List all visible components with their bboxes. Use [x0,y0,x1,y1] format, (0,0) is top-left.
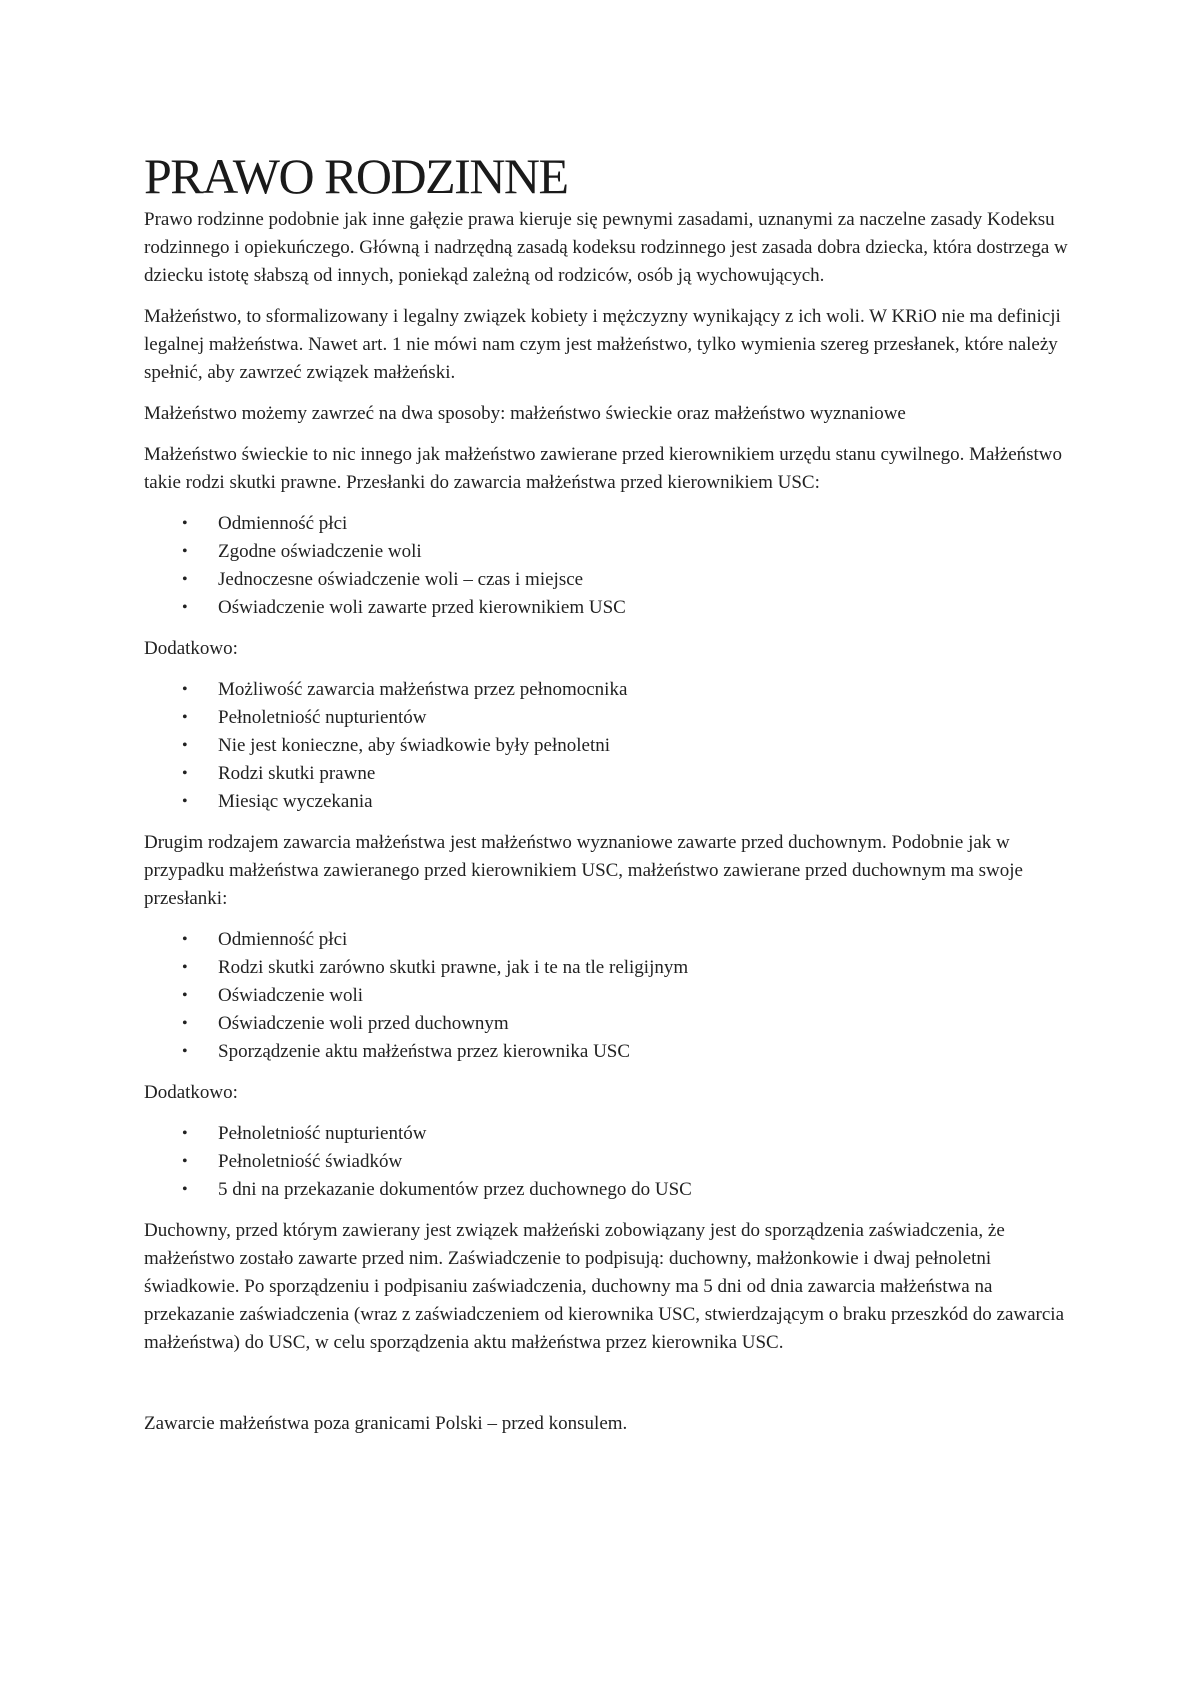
document-page [144,148,1074,1451]
bullet-icon: • [182,1181,188,1198]
bullet-icon: • [182,1043,188,1060]
list-item-text: Oświadczenie woli [218,985,364,1006]
paragraph-clergy-certificate: Duchowny, przed którym zawierany jest związek małżeński zobowiązany jest do sporządzenia zaświadczenia, że małżeństwo zostało zawarte przed nim. Zaświadczenie to podpisują: duchowny, małżonkowie i dwaj pełnoletni świadkowie. Po sporządzeniu i podpisaniu zaświadczenia, duchowny ma 5 dni od dnia zawarcia małżeństwa na przekazanie zaświadczenia (wraz z zaświadczeniem od kierownika USC, stwierdzającym o braku przeszkód do zawarcia małżeństwa) do USC, w celu sporządzenia aktu małżeństwa przez kierownika USC. [144,1220,1064,1353]
paragraph-additional-civil: Dodatkowo: [144,638,238,659]
paragraph-civil-marriage: Małżeństwo świeckie to nic innego jak małżeństwo zawierane przed kierownikiem urzędu stanu cywilnego. Małżeństwo takie rodzi skutki prawne. Przesłanki do zawarcia małżeństwa przed kierownikiem USC: [144,444,1063,493]
bullet-icon: • [182,765,188,782]
list-item [144,954,1074,982]
paragraph-marriage-definition: Małżeństwo, to sformalizowany i legalny związek kobiety i mężczyzny wynikający z ich woli. W KRiO nie ma definicji legalnej małżeństwa. Nawet art. 1 nie mówi nam czym jest małżeństwo, tylko wymienia szereg przesłanek, które należy spełnić, aby zawrzeć związek małżeński. [144,306,1061,383]
civil-premises-list [144,510,1074,622]
paragraph-religious-marriage: Drugim rodzajem zawarcia małżeństwa jest małżeństwo wyznaniowe zawarte przed duchownym. Podobnie jak w przypadku małżeństwa zawieranego przed kierownikiem USC, małżeństwo zawierane przed duchownym ma swoje przesłanki: [144,832,1023,909]
list-item [144,676,1074,704]
bullet-icon: • [182,543,188,560]
religious-premises-list [144,926,1074,1066]
list-item-text: Oświadczenie woli zawarte przed kierownikiem USC [218,597,626,618]
list-item-text: Sporządzenie aktu małżeństwa przez kierownika USC [218,1041,631,1062]
bullet-icon: • [182,959,188,976]
religious-additional-list [144,1120,1074,1204]
bullet-icon: • [182,1015,188,1032]
bullet-icon: • [182,515,188,532]
paragraph-marriage-types: Małżeństwo możemy zawrzeć na dwa sposoby: małżeństwo świeckie oraz małżeństwo wyznaniowe [144,403,906,424]
list-item [144,732,1074,760]
bullet-icon: • [182,681,188,698]
paragraph-intro: Prawo rodzinne podobnie jak inne gałęzie prawa kieruje się pewnymi zasadami, uznanymi za naczelne zasady Kodeksu rodzinnego i opiekuńczego. Główną i nadrzędną zasadą kodeksu rodzinnego jest zasada dobra dziecka, która dostrzega w dziecku istotę słabszą od innych, poniekąd zależną od rodziców, osób ją wychowujących. [144,209,1068,286]
bullet-icon: • [182,709,188,726]
list-item-text: Rodzi skutki prawne [218,763,376,784]
bullet-icon: • [182,599,188,616]
list-item [144,510,1074,538]
list-item-text: Oświadczenie woli przed duchownym [218,1013,509,1034]
list-item-text: Odmienność płci [218,929,348,950]
bullet-icon: • [182,987,188,1004]
list-item-text: Możliwość zawarcia małżeństwa przez pełnomocnika [218,679,628,700]
bullet-icon: • [182,1125,188,1142]
list-item-text: Pełnoletniość nupturientów [218,1123,427,1144]
list-item [144,538,1074,566]
list-item [144,594,1074,622]
list-item [144,1176,1074,1204]
list-item [144,566,1074,594]
bullet-icon: • [182,1153,188,1170]
bullet-icon: • [182,931,188,948]
list-item [144,1120,1074,1148]
list-item-text: Pełnoletniość świadków [218,1151,403,1172]
page-title: PRAWO RODZINNE [144,148,568,204]
paragraph-additional-religious: Dodatkowo: [144,1082,238,1103]
list-item [144,1038,1074,1066]
paragraph-consul-marriage: Zawarcie małżeństwa poza granicami Polski – przed konsulem. [144,1413,628,1434]
list-item-text: Rodzi skutki zarówno skutki prawne, jak i te na tle religijnym [218,957,689,978]
list-item [144,926,1074,954]
list-item [144,1010,1074,1038]
bullet-icon: • [182,793,188,810]
list-item-text: Odmienność płci [218,513,348,534]
list-item-text: Miesiąc wyczekania [218,791,373,812]
list-item-text: Jednoczesne oświadczenie woli – czas i miejsce [218,569,584,590]
bullet-icon: • [182,737,188,754]
list-item [144,1148,1074,1176]
blank-line [144,1370,1074,1410]
list-item-text: Pełnoletniość nupturientów [218,707,427,728]
list-item [144,982,1074,1010]
list-item-text: Nie jest konieczne, aby świadkowie były pełnoletni [218,735,611,756]
list-item [144,704,1074,732]
civil-additional-list [144,676,1074,816]
bullet-icon: • [182,571,188,588]
list-item [144,788,1074,816]
list-item [144,760,1074,788]
list-item-text: 5 dni na przekazanie dokumentów przez duchownego do USC [218,1179,692,1200]
list-item-text: Zgodne oświadczenie woli [218,541,422,562]
